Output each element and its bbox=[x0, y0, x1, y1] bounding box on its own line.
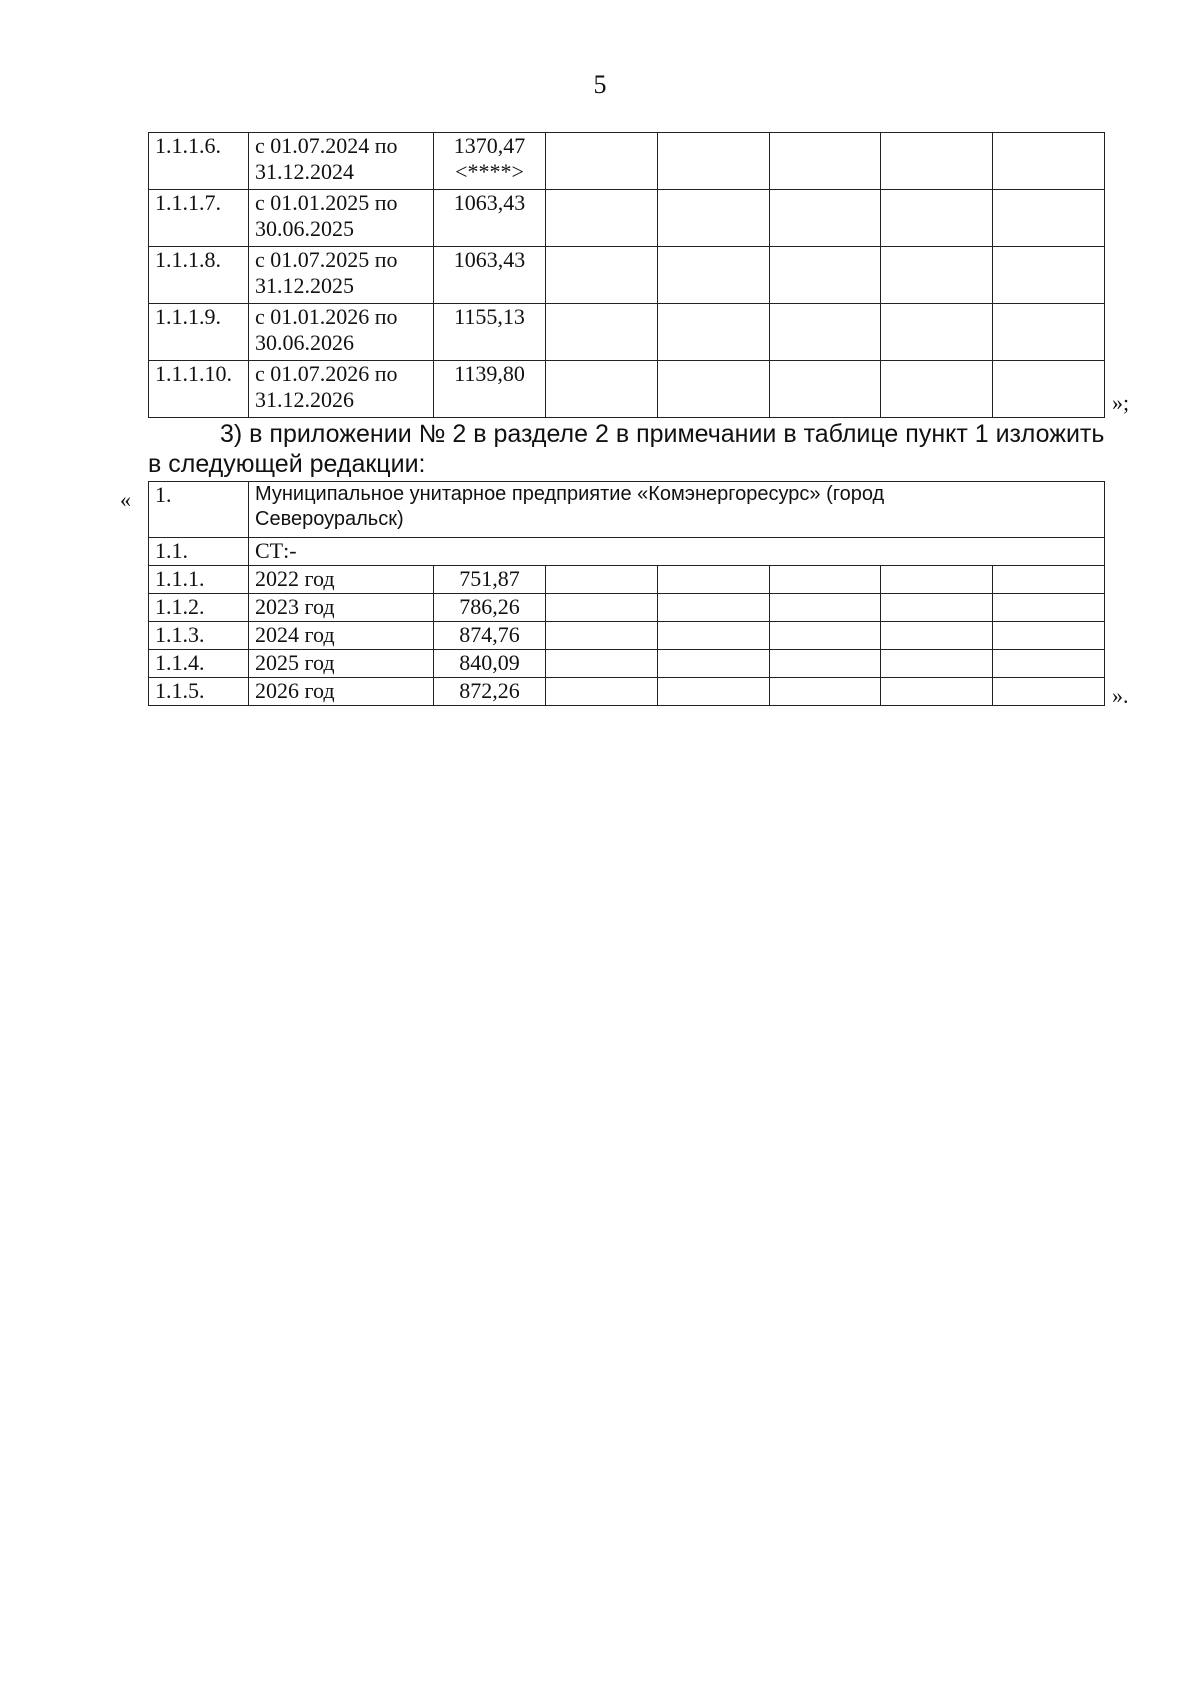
empty-cell bbox=[546, 678, 658, 706]
row-value: 1063,43 bbox=[434, 190, 546, 247]
empty-cell bbox=[770, 678, 881, 706]
row-value: 874,76 bbox=[434, 622, 546, 650]
org-code: 1. bbox=[149, 482, 249, 538]
opening-quote: « bbox=[120, 487, 131, 512]
empty-cell bbox=[770, 247, 881, 304]
empty-cell bbox=[546, 594, 658, 622]
empty-cell bbox=[770, 650, 881, 678]
row-period: с 01.01.2026 по 30.06.2026 bbox=[249, 304, 434, 361]
table-row bbox=[149, 304, 1105, 361]
row-period: с 01.07.2024 по 31.12.2024 bbox=[249, 133, 434, 190]
empty-cell bbox=[770, 361, 881, 418]
closing-quote: »; bbox=[1112, 390, 1130, 415]
row-value: 1139,80 bbox=[434, 361, 546, 418]
table-row bbox=[149, 594, 1105, 622]
empty-cell bbox=[993, 678, 1105, 706]
empty-cell bbox=[658, 133, 770, 190]
row-code: 1.1.1.10. bbox=[149, 361, 249, 418]
empty-cell bbox=[881, 133, 993, 190]
empty-cell bbox=[658, 650, 770, 678]
empty-cell bbox=[546, 133, 658, 190]
empty-cell bbox=[770, 566, 881, 594]
empty-cell bbox=[881, 566, 993, 594]
closing-quote: ». bbox=[1112, 683, 1129, 708]
table-row bbox=[149, 361, 1105, 418]
empty-cell bbox=[881, 678, 993, 706]
empty-cell bbox=[881, 304, 993, 361]
empty-cell bbox=[881, 650, 993, 678]
row-note: <****> bbox=[455, 159, 524, 184]
row-value: 1063,43 bbox=[434, 247, 546, 304]
amendment-paragraph-continuation: в следующей редакции: bbox=[148, 450, 426, 478]
row-value: 1155,13 bbox=[434, 304, 546, 361]
empty-cell bbox=[993, 304, 1105, 361]
row-code: 1.1.2. bbox=[149, 594, 249, 622]
section-code: 1.1. bbox=[149, 538, 249, 566]
section-label: СТ:- bbox=[249, 538, 1105, 566]
empty-cell bbox=[546, 566, 658, 594]
empty-cell bbox=[993, 133, 1105, 190]
row-code: 1.1.1.8. bbox=[149, 247, 249, 304]
table-row bbox=[149, 678, 1105, 706]
row-code: 1.1.1.9. bbox=[149, 304, 249, 361]
amendment-paragraph: 3) в приложении № 2 в разделе 2 в примечании в таблице пункт 1 изложить bbox=[220, 420, 1105, 448]
table-row bbox=[149, 190, 1105, 247]
empty-cell bbox=[770, 133, 881, 190]
row-value: 786,26 bbox=[434, 594, 546, 622]
page-number: 5 bbox=[593, 70, 607, 99]
row-value: 872,26 bbox=[434, 678, 546, 706]
empty-cell bbox=[770, 622, 881, 650]
empty-cell bbox=[993, 650, 1105, 678]
table-row bbox=[149, 538, 1105, 566]
empty-cell bbox=[658, 247, 770, 304]
row-period: с 01.07.2026 по 31.12.2026 bbox=[249, 361, 434, 418]
empty-cell bbox=[881, 622, 993, 650]
row-year: 2022 год bbox=[249, 566, 434, 594]
empty-cell bbox=[658, 304, 770, 361]
table-row bbox=[149, 247, 1105, 304]
empty-cell bbox=[546, 247, 658, 304]
empty-cell bbox=[658, 678, 770, 706]
empty-cell bbox=[546, 304, 658, 361]
org-name: Муниципальное унитарное предприятие «Комэнергоресурс» (город Североуральск) bbox=[249, 482, 1105, 538]
empty-cell bbox=[993, 594, 1105, 622]
row-code: 1.1.1. bbox=[149, 566, 249, 594]
table-row bbox=[149, 622, 1105, 650]
table-row bbox=[149, 566, 1105, 594]
empty-cell bbox=[658, 622, 770, 650]
row-code: 1.1.1.7. bbox=[149, 190, 249, 247]
empty-cell bbox=[546, 650, 658, 678]
row-value: 751,87 bbox=[434, 566, 546, 594]
row-code: 1.1.3. bbox=[149, 622, 249, 650]
empty-cell bbox=[993, 566, 1105, 594]
empty-cell bbox=[546, 361, 658, 418]
empty-cell bbox=[993, 190, 1105, 247]
row-period: с 01.07.2025 по 31.12.2025 bbox=[249, 247, 434, 304]
row-period: с 01.01.2025 по 30.06.2025 bbox=[249, 190, 434, 247]
empty-cell bbox=[881, 190, 993, 247]
empty-cell bbox=[993, 622, 1105, 650]
empty-cell bbox=[881, 594, 993, 622]
empty-cell bbox=[770, 594, 881, 622]
row-code: 1.1.5. bbox=[149, 678, 249, 706]
empty-cell bbox=[770, 190, 881, 247]
empty-cell bbox=[881, 361, 993, 418]
empty-cell bbox=[881, 247, 993, 304]
row-code: 1.1.1.6. bbox=[149, 133, 249, 190]
empty-cell bbox=[993, 247, 1105, 304]
empty-cell bbox=[770, 304, 881, 361]
row-year: 2025 год bbox=[249, 650, 434, 678]
row-value: 840,09 bbox=[434, 650, 546, 678]
row-value: 1370,47 <****> bbox=[434, 133, 546, 190]
empty-cell bbox=[993, 361, 1105, 418]
tariff-periods-table bbox=[148, 132, 1105, 418]
empty-cell bbox=[658, 190, 770, 247]
table-row bbox=[149, 133, 1105, 190]
row-code: 1.1.4. bbox=[149, 650, 249, 678]
empty-cell bbox=[546, 190, 658, 247]
table-row bbox=[149, 650, 1105, 678]
empty-cell bbox=[658, 594, 770, 622]
empty-cell bbox=[658, 361, 770, 418]
row-year: 2023 год bbox=[249, 594, 434, 622]
row-year: 2024 год bbox=[249, 622, 434, 650]
empty-cell bbox=[658, 566, 770, 594]
table-row bbox=[149, 482, 1105, 538]
row-year: 2026 год bbox=[249, 678, 434, 706]
empty-cell bbox=[546, 622, 658, 650]
organization-tariff-table bbox=[148, 481, 1105, 706]
